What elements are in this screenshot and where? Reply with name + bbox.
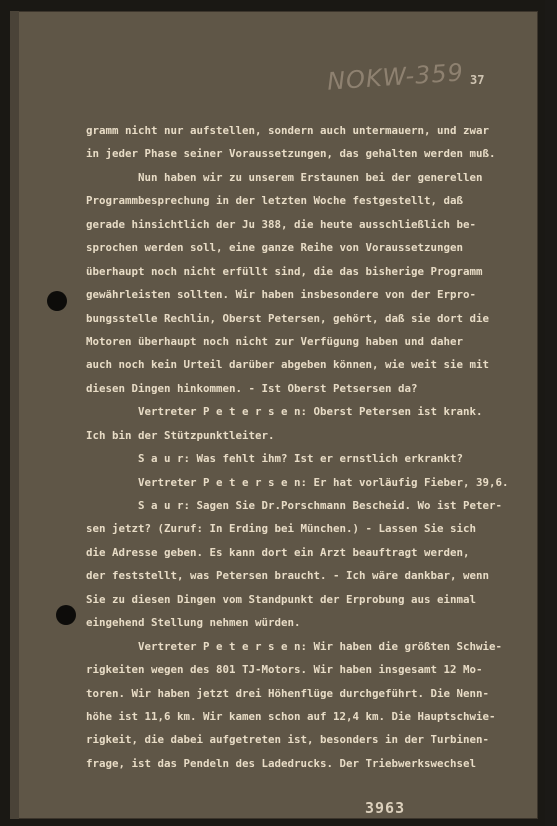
text-line: höhe ist 11,6 km. Wir kamen schon auf 12,4 km. Die Hauptschwie- <box>86 709 496 723</box>
text-line: frage, ist das Pendeln des Ladedrucks. Der Triebwerkswechsel <box>86 756 477 770</box>
text-line: Motoren überhaupt noch nicht zur Verfügung haben und daher <box>86 334 464 348</box>
text-line: der feststellt, was Petersen braucht. - Ich wäre dankbar, wenn <box>86 569 490 583</box>
punch-hole <box>56 605 76 625</box>
text-line: Vertreter P e t e r s e n: Wir haben die größten Schwie- <box>86 639 503 653</box>
text-line: S a u r: Sagen Sie Dr.Porschmann Bescheid. Wo ist Peter- <box>86 499 503 512</box>
text-line: überhaupt noch nicht erfüllt sind, die das bisherige Programm <box>86 264 483 278</box>
text-line: in jeder Phase seiner Voraussetzungen, das gehalten werden muß. <box>86 147 496 161</box>
text-line: S a u r: Was fehlt ihm? Ist er ernstlich erkrankt? <box>86 452 464 466</box>
text-line: sprochen werden soll, eine ganze Reihe von Voraussetzungen <box>86 241 464 255</box>
archive-reference-stamp: NOKW-359 <box>326 58 465 96</box>
text-line: gramm nicht nur aufstellen, sondern auch untermauern, und zwar <box>86 124 490 137</box>
text-line: Nun haben wir zu unserem Erstaunen bei der generellen <box>86 170 483 184</box>
page-number: 37 <box>470 73 485 87</box>
typed-text-body <box>86 119 536 775</box>
page-left-edge <box>10 11 19 819</box>
text-line: gerade hinsichtlich der Ju 388, die heute ausschließlich be- <box>86 217 477 231</box>
text-line: auch noch kein Urteil darüber abgeben können, wie weit sie mit <box>86 358 490 372</box>
text-line: Ich bin der Stützpunktleiter. <box>86 428 275 442</box>
text-line: Sie zu diesen Dingen vom Standpunkt der Erprobung aus einmal <box>86 592 477 606</box>
text-line: gewährleisten sollten. Wir haben insbesondere von der Erpro- <box>86 288 477 302</box>
punch-hole <box>47 291 67 311</box>
text-line: Vertreter P e t e r s e n: Er hat vorläufig Fieber, 39,6. <box>86 475 509 489</box>
text-line: diesen Dingen hinkommen. - Ist Oberst Petsersen da? <box>86 381 418 395</box>
text-line: Vertreter P e t e r s e n: Oberst Petersen ist krank. <box>86 405 483 419</box>
document-page <box>10 11 538 819</box>
text-line: toren. Wir haben jetzt drei Höhenflüge durchgeführt. Die Nenn- <box>86 686 490 700</box>
text-line: die Adresse geben. Es kann dort ein Arzt beauftragt werden, <box>86 545 470 559</box>
text-line: bungsstelle Rechlin, Oberst Petersen, gehört, daß sie dort die <box>86 311 490 325</box>
text-line: eingehend Stellung nehmen würden. <box>86 616 301 630</box>
text-line: Programmbesprechung in der letzten Woche festgestellt, daß <box>86 194 464 208</box>
text-line: rigkeit, die dabei aufgetreten ist, besonders in der Turbinen- <box>86 733 490 747</box>
scan-border <box>545 0 557 826</box>
text-line: sen jetzt? (Zuruf: In Erding bei München.) - Lassen Sie sich <box>86 522 477 536</box>
text-line: rigkeiten wegen des 801 TJ-Motors. Wir haben insgesamt 12 Mo- <box>86 663 483 677</box>
document-number: 3963 <box>365 799 406 817</box>
